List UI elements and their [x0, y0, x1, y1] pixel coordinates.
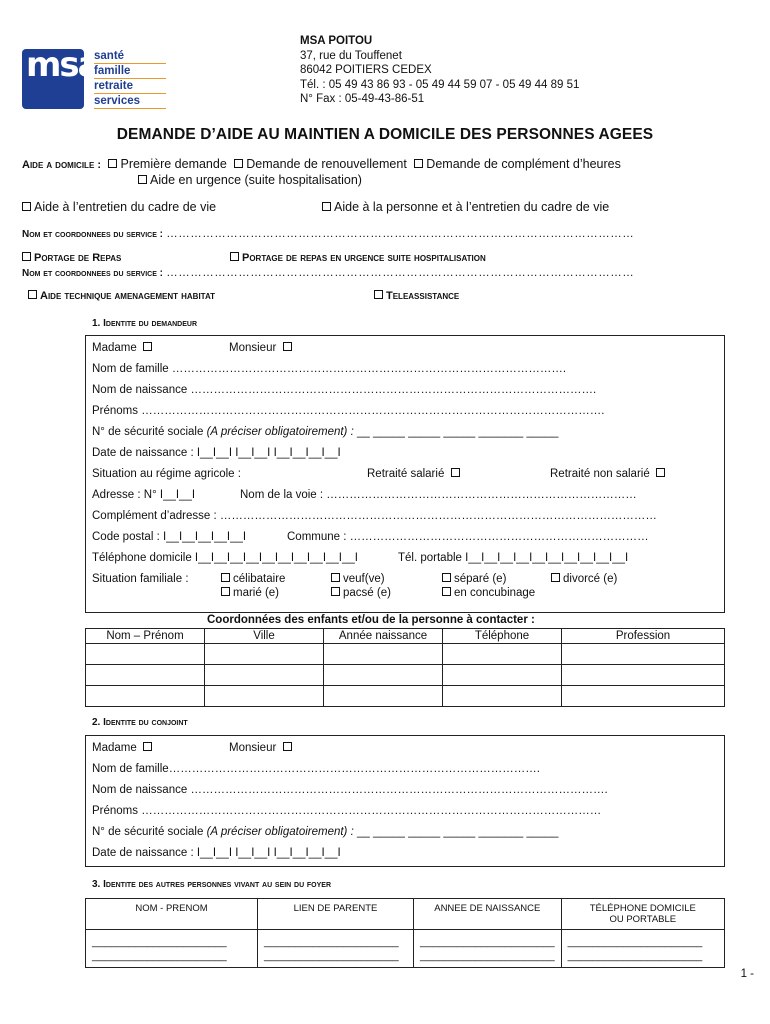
s1-tel-domicile[interactable]: Téléphone domicile I__I__I__I__I__I__I__I__I__I__I — [92, 552, 358, 564]
checkbox-renouvellement[interactable] — [234, 159, 243, 168]
s1-secu-note: (A préciser obligatoirement) : — [206, 426, 354, 438]
checkbox-portage-repas[interactable] — [22, 252, 31, 261]
logo-word-famille: famille — [94, 64, 166, 79]
s1-secu-row — [92, 426, 558, 438]
table-cell[interactable] — [561, 930, 724, 968]
s2-secu-field[interactable]: __ _____ _____ _____ _______ _____ — [356, 826, 559, 838]
aide-personne-row — [322, 200, 609, 214]
s1-pacse-row — [331, 587, 391, 599]
s1-pacse-label: pacsé (e) — [343, 587, 391, 599]
s1-veuf-label: veuf(ve) — [343, 573, 385, 585]
s1-checkbox-celibataire[interactable] — [221, 573, 230, 582]
table-row — [86, 686, 725, 707]
nom-coord-label-1: Nom et coordonnees du service : — [22, 229, 163, 240]
msa-logo — [22, 45, 164, 113]
table-cell[interactable] — [86, 686, 205, 707]
household-col-telephone: TÉLÉPHONE DOMICILE OU PORTABLE — [561, 899, 724, 930]
s1-nom-famille[interactable]: Nom de famille …………………………………………………………………………………………. — [92, 363, 567, 375]
s1-retraite-non-salarie-label: Retraité non salarié — [550, 468, 650, 480]
checkbox-premiere-demande[interactable] — [108, 159, 117, 168]
table-cell[interactable] — [205, 644, 324, 665]
s1-prenoms[interactable]: Prénoms …………………………………………………………………………………………………………. — [92, 405, 605, 417]
section1-title: 1. Identite du demandeur — [92, 318, 198, 329]
nom-coord-row-1 — [22, 228, 634, 240]
org-address2: 86042 POITIERS CEDEX — [300, 64, 432, 76]
s1-divorce-label: divorcé (e) — [563, 573, 618, 585]
org-fax: N° Fax : 05-49-43-86-51 — [300, 93, 425, 105]
table-cell[interactable] — [414, 930, 562, 968]
s1-checkbox-separe[interactable] — [442, 573, 451, 582]
nom-coord-field-2[interactable]: ……………………………………………………………………………………………………… — [166, 267, 635, 279]
nom-coord-field-1[interactable]: ……………………………………………………………………………………………………… — [166, 228, 635, 240]
page-number: 1 - — [740, 968, 754, 980]
label-aide-entretien: Aide à l’entretien du cadre de vie — [34, 200, 217, 214]
table-cell[interactable] — [562, 686, 725, 707]
s2-date-naissance[interactable]: Date de naissance : I__I__I I__I__I I__I__I__I__I — [92, 847, 341, 859]
table-cell[interactable] — [86, 644, 205, 665]
s2-madame-row — [92, 742, 155, 754]
contacts-title: Coordonnées des enfants et/ou de la personne à contacter : — [207, 614, 535, 626]
s1-situation-familiale-label: Situation familiale : — [92, 573, 189, 585]
s1-checkbox-veuf[interactable] — [331, 573, 340, 582]
s1-concubinage-label: en concubinage — [454, 587, 536, 599]
s1-marie-label: marié (e) — [233, 587, 280, 599]
s1-checkbox-divorce[interactable] — [551, 573, 560, 582]
s1-situation-agricole-label: Situation au régime agricole : — [92, 468, 241, 480]
table-cell[interactable] — [86, 930, 258, 968]
s1-checkbox-retraite-salarie[interactable] — [451, 468, 460, 477]
s1-tel-portable[interactable]: Tél. portable I__I__I__I__I__I__I__I__I__I__I — [398, 552, 629, 564]
logo-words — [94, 49, 166, 109]
contacts-col-nom: Nom – Prénom — [86, 629, 205, 644]
label-premiere-demande: Première demande — [120, 157, 227, 171]
s1-veuf-row — [331, 573, 385, 585]
s1-nom-voie[interactable]: Nom de la voie : ……………………………………………………………………… — [240, 489, 637, 501]
s1-checkbox-monsieur[interactable] — [283, 342, 292, 351]
s1-secu-field[interactable]: __ _____ _____ _____ _______ _____ — [356, 426, 559, 438]
s1-checkbox-pacse[interactable] — [331, 587, 340, 596]
checkbox-aide-urgence[interactable] — [138, 175, 147, 184]
s1-checkbox-marie[interactable] — [221, 587, 230, 596]
household-table — [85, 898, 725, 968]
table-cell[interactable] — [443, 644, 562, 665]
s1-civility-row — [92, 342, 155, 354]
s1-separe-row — [442, 573, 506, 585]
table-cell[interactable] — [324, 665, 443, 686]
table-cell[interactable] — [205, 665, 324, 686]
checkbox-complement-heures[interactable] — [414, 159, 423, 168]
s1-celibataire-label: célibataire — [233, 573, 286, 585]
page-title: DEMANDE D’AIDE AU MAINTIEN A DOMICILE DES PERSONNES AGEES — [116, 126, 654, 143]
label-aide-technique: Aide technique amenagement habitat — [40, 290, 216, 302]
s2-secu-label: N° de sécurité sociale — [92, 826, 204, 838]
teleassistance-row — [374, 290, 459, 302]
portage-row — [22, 252, 121, 264]
s2-monsieur-label: Monsieur — [229, 742, 277, 754]
household-col-annee: ANNEE DE NAISSANCE — [414, 899, 562, 930]
table-cell[interactable] — [324, 686, 443, 707]
checkbox-aide-technique[interactable] — [28, 290, 37, 299]
s1-marie-row — [221, 587, 279, 599]
s1-code-postal[interactable]: Code postal : I__I__I__I__I__I — [92, 531, 247, 543]
org-phone: Tél. : 05 49 43 86 93 - 05 49 44 59 07 - 05 49 44 89 51 — [300, 78, 580, 91]
section2-title: 2. Identite du conjoint — [92, 717, 188, 728]
contacts-header-row — [86, 629, 725, 644]
s2-checkbox-monsieur[interactable] — [283, 742, 292, 751]
table-cell[interactable] — [443, 665, 562, 686]
checkbox-teleassistance[interactable] — [374, 290, 383, 299]
s1-adresse-numero[interactable]: Adresse : N° I__I__I — [92, 489, 196, 501]
table-cell[interactable] — [562, 665, 725, 686]
aide-technique-row — [28, 290, 215, 302]
s1-checkbox-retraite-non-salarie[interactable] — [656, 468, 665, 477]
label-portage-urgence: Portage de repas en urgence suite hospitalisation — [242, 252, 486, 264]
nom-coord-label-2: Nom et coordonnees du service : — [22, 268, 163, 279]
s1-madame-label: Madame — [92, 342, 137, 354]
table-row — [86, 665, 725, 686]
checkbox-aide-entretien[interactable] — [22, 202, 31, 211]
s2-nom-naissance[interactable]: Nom de naissance ………………………………………………………………………………………………. — [92, 784, 608, 796]
contacts-col-ville: Ville — [205, 629, 324, 644]
blank-line: ______________________ — [92, 935, 227, 948]
table-cell[interactable] — [324, 644, 443, 665]
blank-line: ______________________ — [420, 949, 555, 962]
s1-monsieur-row — [229, 342, 295, 354]
table-cell[interactable] — [205, 686, 324, 707]
label-complement-heures: Demande de complément d’heures — [426, 157, 621, 171]
s1-complement-adresse[interactable]: Complément d’adresse : …………………………………………………………………………………………………… — [92, 510, 657, 522]
s1-commune[interactable]: Commune : …………………………………………………………………… — [287, 531, 649, 543]
blank-line: ______________________ — [567, 935, 703, 948]
logo-word-retraite: retraite — [94, 79, 166, 94]
s2-checkbox-madame[interactable] — [143, 742, 152, 751]
s1-retraite-salarie-row — [367, 468, 463, 480]
table-cell[interactable] — [562, 644, 725, 665]
s1-concubinage-row — [442, 587, 535, 599]
blank-line: ______________________ — [264, 935, 399, 948]
s1-celibataire-row — [221, 573, 285, 585]
blank-line: ______________________ — [420, 935, 555, 948]
aide-domicile-row — [22, 157, 621, 171]
s1-retraite-salarie-label: Retraité salarié — [367, 468, 445, 480]
s1-separe-label: séparé (e) — [454, 573, 507, 585]
logo-word-sante: santé — [94, 49, 166, 64]
s2-madame-label: Madame — [92, 742, 137, 754]
s2-secu-note: (A préciser obligatoirement) : — [206, 826, 354, 838]
section3-title: 3. Identite des autres personnes vivant au sein du foyer — [92, 879, 332, 890]
aide-domicile-label: Aide a domicile : — [22, 159, 101, 171]
s1-nom-naissance[interactable]: Nom de naissance ……………………………………………………………………………………………. — [92, 384, 597, 396]
portage-urgence-row — [230, 252, 486, 264]
nom-coord-row-2 — [22, 267, 634, 279]
s2-secu-row — [92, 826, 558, 838]
table-cell[interactable] — [86, 665, 205, 686]
label-aide-personne: Aide à la personne et à l’entretien du cadre de vie — [334, 200, 610, 214]
blank-line: ______________________ — [92, 949, 227, 962]
blank-line: ______________________ — [567, 949, 703, 962]
label-renouvellement: Demande de renouvellement — [246, 157, 407, 171]
org-address1: 37, rue du Touffenet — [300, 49, 402, 62]
s2-nom-famille[interactable]: Nom de famille……………………………………………………………………………………. — [92, 763, 540, 775]
blank-line: ______________________ — [264, 949, 399, 962]
logo-letters: msa — [26, 45, 99, 85]
logo-word-services: services — [94, 94, 166, 109]
msa-logo-mark — [22, 45, 99, 109]
s1-checkbox-concubinage[interactable] — [442, 587, 451, 596]
org-name: MSA POITOU — [300, 35, 373, 47]
s1-divorce-row — [551, 573, 617, 585]
contacts-table — [85, 628, 725, 707]
household-col-nom: NOM - PRENOM — [86, 899, 258, 930]
s2-prenoms[interactable]: Prénoms ………………………………………………………………………………………………………… — [92, 805, 602, 817]
table-row — [86, 644, 725, 665]
label-portage-repas: Portage de Repas — [34, 252, 122, 264]
table-cell[interactable] — [258, 930, 414, 968]
s2-monsieur-row — [229, 742, 295, 754]
table-cell[interactable] — [443, 686, 562, 707]
contacts-col-telephone: Téléphone — [443, 629, 562, 644]
table-row — [86, 930, 725, 968]
checkbox-portage-urgence[interactable] — [230, 252, 239, 261]
aide-urgence-row — [138, 173, 362, 187]
org-address-block — [300, 34, 579, 107]
household-col-lien: LIEN DE PARENTE — [258, 899, 414, 930]
label-teleassistance: Teleassistance — [386, 290, 460, 302]
aide-entretien-row — [22, 200, 216, 214]
label-aide-urgence: Aide en urgence (suite hospitalisation) — [150, 173, 362, 187]
s1-checkbox-madame[interactable] — [143, 342, 152, 351]
s1-date-naissance[interactable]: Date de naissance : I__I__I I__I__I I__I__I__I__I — [92, 447, 341, 459]
checkbox-aide-personne[interactable] — [322, 202, 331, 211]
household-header-row — [86, 899, 725, 930]
s1-secu-label: N° de sécurité sociale — [92, 426, 204, 438]
contacts-col-annee: Année naissance — [324, 629, 443, 644]
s1-monsieur-label: Monsieur — [229, 342, 277, 354]
contacts-col-profession: Profession — [562, 629, 725, 644]
s1-retraite-non-salarie-row — [550, 468, 668, 480]
